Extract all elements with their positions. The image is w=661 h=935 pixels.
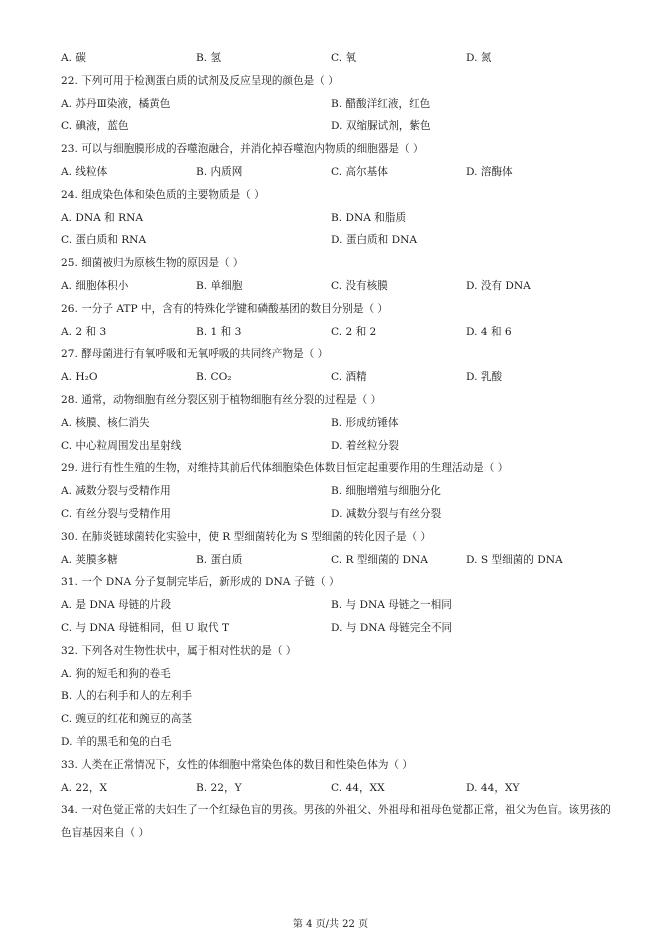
q33-stem: 33. 人类在正常情况下，女性的体细胞中常染色体的数目和性染色体为（ ） xyxy=(61,758,413,771)
q22-options-row-1 xyxy=(61,93,621,116)
q28-option-a: A. 核膜、核仁消失 xyxy=(61,416,150,429)
q30-option-c: C. R 型细菌的 DNA xyxy=(331,553,428,566)
q24-options-row-2 xyxy=(61,229,621,252)
q21-options-row xyxy=(61,47,621,70)
q30-option-b: B. 蛋白质 xyxy=(196,553,243,566)
q34-stem: 34. 一对色觉正常的夫妇生了一个红绿色盲的男孩。男孩的外祖父、外祖母和祖母色觉都正常，祖父为色盲。该男孩的色盲基因来自（ ） xyxy=(61,804,611,840)
q21-option-a: A. 碳 xyxy=(61,52,86,64)
q23-stem: 23. 可以与细胞膜形成的吞噬泡融合，并消化掉吞噬泡内物质的细胞器是（ ） xyxy=(61,143,424,156)
q22-option-c: C. 碘液，蓝色 xyxy=(61,120,129,133)
q32-option-a: A. 狗的短毛和狗的卷毛 xyxy=(61,667,171,680)
q21-option-b: B. 氢 xyxy=(196,52,222,64)
q26-option-a: A. 2 和 3 xyxy=(61,325,107,338)
q31-option-d: D. 与 DNA 母链完全不同 xyxy=(331,621,453,634)
q24-option-c: C. 蛋白质和 RNA xyxy=(61,234,147,247)
q22-option-b: B. 醋酸洋红液，红色 xyxy=(331,97,431,110)
q23-option-d: D. 溶酶体 xyxy=(466,165,513,178)
q29-options-row-2 xyxy=(61,503,621,526)
q33-option-a: A. 22，X xyxy=(61,781,108,794)
q29-stem: 29. 进行有性生殖的生物，对维持其前后代体细胞染色体数目恒定起重要作用的生理活动是（ ） xyxy=(61,462,509,475)
page-footer: 第 4 页/共 22 页 xyxy=(292,919,369,930)
q33-option-c: C. 44，XX xyxy=(331,781,385,794)
q27-option-a: A. H₂O xyxy=(61,371,98,384)
q33-option-d: D. 44，XY xyxy=(466,781,520,794)
q22-stem: 22. 下列可用于检测蛋白质的试剂及反应呈现的颜色是（ ） xyxy=(61,74,339,87)
q27-option-d: D. 乳酸 xyxy=(466,371,503,384)
q27-option-c: C. 酒精 xyxy=(331,371,367,384)
q22-options-row-2 xyxy=(61,115,621,138)
q27-stem: 27. 酵母菌进行有氧呼吸和无氧呼吸的共同终产物是（ ） xyxy=(61,348,329,361)
q24-options-row-1 xyxy=(61,207,621,230)
q26-options-row xyxy=(61,321,621,344)
q21-option-c: C. 氧 xyxy=(331,52,357,64)
q23-option-c: C. 高尔基体 xyxy=(331,165,388,178)
q25-option-d: D. 没有 DNA xyxy=(466,279,531,292)
question-list xyxy=(61,47,621,845)
q29-option-c: C. 有丝分裂与受精作用 xyxy=(61,507,171,520)
q29-options-row-1 xyxy=(61,480,621,503)
q32-option-b: B. 人的右利手和人的左利手 xyxy=(61,690,193,703)
q26-option-d: D. 4 和 6 xyxy=(466,325,512,338)
q27-option-b: B. CO₂ xyxy=(196,371,232,384)
q26-option-c: C. 2 和 2 xyxy=(331,325,377,338)
q28-options-row-2 xyxy=(61,435,621,458)
q24-option-b: B. DNA 和脂质 xyxy=(331,211,407,224)
q31-option-a: A. 是 DNA 母链的片段 xyxy=(61,599,172,612)
q24-option-a: A. DNA 和 RNA xyxy=(61,211,144,224)
q26-option-b: B. 1 和 3 xyxy=(196,325,242,338)
q23-options-row xyxy=(61,161,621,184)
q23-option-b: B. 内质网 xyxy=(196,165,243,178)
q24-option-d: D. 蛋白质和 DNA xyxy=(331,234,418,247)
q25-option-a: A. 细胞体积小 xyxy=(61,279,129,292)
q30-option-d: D. S 型细菌的 DNA xyxy=(466,553,563,566)
q30-stem: 30. 在肺炎链球菌转化实验中，使 R 型细菌转化为 S 型细菌的转化因子是（ ） xyxy=(61,530,432,543)
q22-option-d: D. 双缩脲试剂，紫色 xyxy=(331,120,431,133)
q25-option-b: B. 单细胞 xyxy=(196,279,243,292)
q28-option-d: D. 着丝粒分裂 xyxy=(331,439,399,452)
q27-options-row xyxy=(61,366,621,389)
q21-option-d: D. 氮 xyxy=(466,52,492,64)
q31-stem: 31. 一个 DNA 分子复制完毕后，新形成的 DNA 子链（ ） xyxy=(61,576,340,589)
q25-options-row xyxy=(61,275,621,298)
q33-option-b: B. 22，Y xyxy=(196,781,242,794)
q31-options-row-1 xyxy=(61,594,621,617)
q32-option-d: D. 羊的黑毛和兔的白毛 xyxy=(61,735,172,748)
q31-option-c: C. 与 DNA 母链相同，但 U 取代 T xyxy=(61,621,230,634)
q26-stem: 26. 一分子 ATP 中，含有的特殊化学键和磷酸基团的数目分别是（ ） xyxy=(61,302,389,315)
q31-options-row-2 xyxy=(61,617,621,640)
q31-option-b: B. 与 DNA 母链之一相同 xyxy=(331,599,452,612)
q25-stem: 25. 细菌被归为原核生物的原因是（ ） xyxy=(61,257,244,270)
q32-option-c: C. 豌豆的红花和豌豆的高茎 xyxy=(61,713,192,726)
q30-option-a: A. 荚膜多糖 xyxy=(61,553,118,566)
q28-option-c: C. 中心粒周围发出星射线 xyxy=(61,439,182,452)
q24-stem: 24. 组成染色体和染色质的主要物质是（ ） xyxy=(61,188,265,201)
q33-options-row xyxy=(61,777,621,800)
q28-stem: 28. 通常，动物细胞有丝分裂区别于植物细胞有丝分裂的过程是（ ） xyxy=(61,393,382,406)
q29-option-b: B. 细胞增殖与细胞分化 xyxy=(331,485,441,498)
q30-options-row xyxy=(61,549,621,572)
q23-option-a: A. 线粒体 xyxy=(61,165,108,178)
q29-option-a: A. 减数分裂与受精作用 xyxy=(61,485,171,498)
q28-option-b: B. 形成纺锤体 xyxy=(331,416,399,429)
q32-stem: 32. 下列各对生物性状中，属于相对性状的是（ ） xyxy=(61,644,297,657)
q28-options-row-1 xyxy=(61,412,621,435)
q29-option-d: D. 减数分裂与有丝分裂 xyxy=(331,507,442,520)
q22-option-a: A. 苏丹Ⅲ染液，橘黄色 xyxy=(61,97,171,110)
q25-option-c: C. 没有核膜 xyxy=(331,279,388,292)
